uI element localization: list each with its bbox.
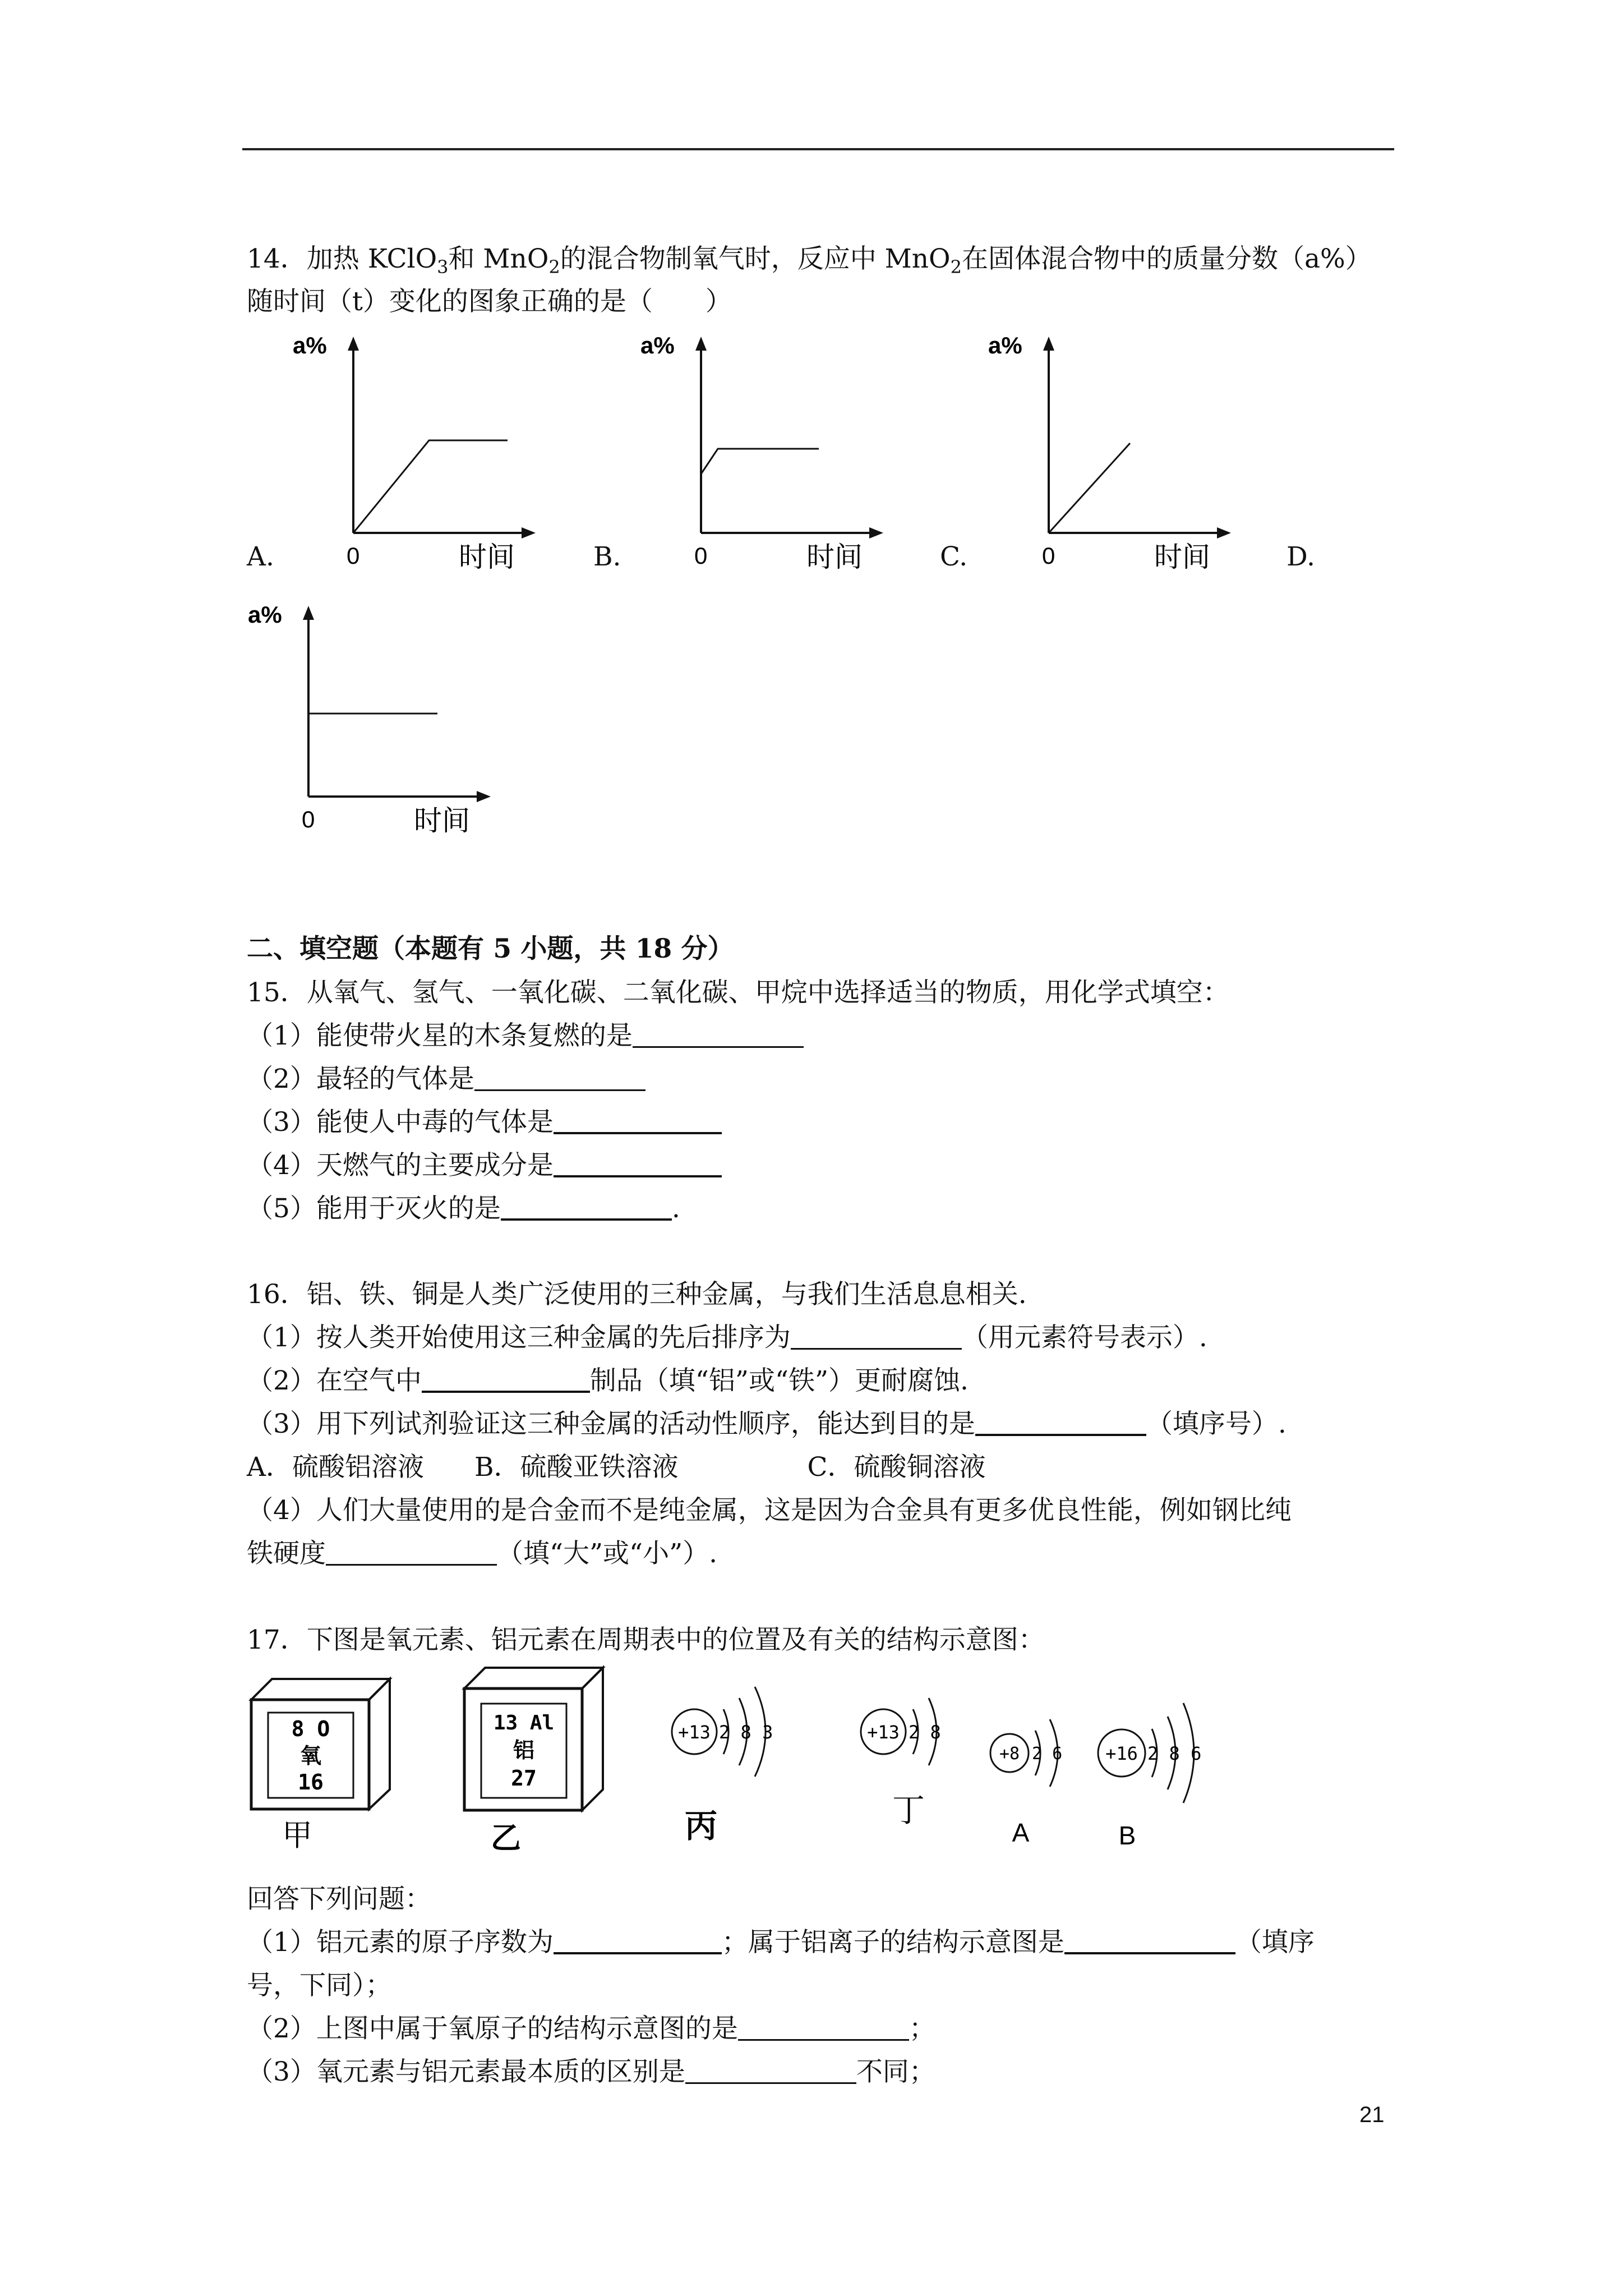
label-a: A <box>1012 1818 1030 1847</box>
label-b: B <box>1118 1821 1136 1850</box>
q14-stem-line1: 14．加热 KClO$_3$和 MnO$_2$的混合物制氧气时，反应中 MnO$_2$在固体混合物中的质量分数（a%） <box>247 243 1372 278</box>
element-box-oxygen <box>247 1674 393 1854</box>
option-d[interactable]: D. <box>1287 541 1315 572</box>
a-nucleus: +8 <box>999 1744 1020 1764</box>
q16-item-1: （1）按人类开始使用这三种金属的先后排序为 （用元素符号表示）. <box>247 1322 1207 1353</box>
q17-item-1-cont: 号，下同）； <box>247 1970 392 2001</box>
graph-a-xlabel: 时间 <box>459 541 515 573</box>
graph-b <box>640 325 897 583</box>
q17-item-1: （1）铝元素的原子序数为 ；属于铝离子的结构示意图是 （填序 <box>247 1927 1315 1958</box>
q16-blank-4[interactable] <box>326 1539 497 1566</box>
q15-blank-1[interactable] <box>633 1022 804 1048</box>
graph-a-ylabel: a% <box>293 332 327 358</box>
aluminum-mass: 27 <box>511 1766 537 1791</box>
oxygen-number-symbol: 8 O <box>291 1717 330 1741</box>
atom-diagram-b <box>1094 1666 1228 1857</box>
a-shells: 2 6 <box>1032 1744 1063 1764</box>
option-c[interactable]: C. <box>940 541 968 572</box>
q16-blank-3[interactable] <box>975 1409 1146 1436</box>
q16-option-b[interactable]: B．硫酸亚铁溶液 <box>474 1452 679 1483</box>
q15-item-5: （5）能用于灭火的是 . <box>247 1193 680 1224</box>
q16-item-4: （4）人们大量使用的是合金而不是纯金属，这是因为合金具有更多优良性能，例如钢比纯 <box>247 1495 1292 1526</box>
oxygen-name: 氧 <box>299 1743 322 1768</box>
q17-blank-4[interactable] <box>685 2058 856 2084</box>
q16-blank-2[interactable] <box>422 1366 590 1393</box>
graph-b-series <box>701 449 819 474</box>
label-jia: 甲 <box>282 1818 312 1853</box>
q16-item-4-cont: 铁硬度 （填“大”或“小”）. <box>247 1538 718 1569</box>
label-yi: 乙 <box>491 1820 521 1856</box>
q15-item-1: （1）能使带火星的木条复燃的是 <box>247 1019 804 1053</box>
q15-blank-4[interactable] <box>554 1151 722 1177</box>
section-title: 二、填空题（本题有 5 小题，共 18 分） <box>247 933 734 964</box>
graph-c-xlabel: 时间 <box>1154 541 1210 573</box>
graph-a-series <box>353 440 508 533</box>
ding-nucleus: +13 <box>867 1722 900 1743</box>
graph-a-origin: 0 <box>347 542 360 569</box>
bing-nucleus: +13 <box>678 1722 711 1743</box>
q15-blank-2[interactable] <box>474 1065 645 1091</box>
q16-stem: 16．铝、铁、铜是人类广泛使用的三种金属，与我们生活息息相关. <box>247 1279 1027 1310</box>
q15-blank-3[interactable] <box>554 1107 722 1134</box>
q15-blank-5[interactable] <box>501 1194 672 1221</box>
option-b[interactable]: B. <box>593 541 621 572</box>
q15-item-4: （4）天燃气的主要成分是 <box>247 1149 722 1182</box>
q15-item-3: （3）能使人中毒的气体是 <box>247 1106 722 1139</box>
aluminum-number-symbol: 13 Al <box>493 1711 555 1734</box>
graph-c-ylabel: a% <box>988 332 1022 358</box>
aluminum-name: 铝 <box>513 1738 535 1763</box>
graph-b-ylabel: a% <box>640 332 675 358</box>
graph-b-xlabel: 时间 <box>806 541 863 573</box>
q17-item-2: （2）上图中属于氧原子的结构示意图的是 ； <box>247 2013 935 2044</box>
graph-d-origin: 0 <box>302 806 315 832</box>
q17-blank-1[interactable] <box>554 1927 722 1954</box>
q17-stem: 17．下图是氧元素、铝元素在周期表中的位置及有关的结构示意图： <box>247 1625 1045 1655</box>
graph-b-origin: 0 <box>694 542 708 569</box>
header-rule <box>242 148 1394 150</box>
q17-blank-3[interactable] <box>738 2014 909 2041</box>
graph-c <box>988 325 1245 583</box>
graph-a <box>293 325 550 583</box>
q16-option-a[interactable]: A．硫酸铝溶液 <box>247 1452 424 1483</box>
q16-option-c[interactable]: C．硫酸铜溶液 <box>807 1452 986 1483</box>
ding-shells: 2 8 <box>909 1722 941 1743</box>
q15-stem: 15．从氧气、氢气、一氧化碳、二氧化碳、甲烷中选择适当的物质，用化学式填空： <box>247 977 1229 1008</box>
graph-d <box>248 595 505 853</box>
atom-diagram-ding <box>858 1674 981 1854</box>
graph-d-ylabel: a% <box>248 601 282 628</box>
graph-d-xlabel: 时间 <box>414 804 470 837</box>
q14-stem-line2: 随时间（t）变化的图象正确的是（ ） <box>247 286 732 317</box>
graph-c-origin: 0 <box>1042 542 1055 569</box>
b-nucleus: +16 <box>1105 1743 1138 1764</box>
q15-item-2: （2）最轻的气体是 <box>247 1062 645 1096</box>
element-box-aluminum <box>460 1663 606 1854</box>
q17-answer-intro: 回答下列问题： <box>247 1884 431 1915</box>
atom-diagram-bing <box>667 1674 813 1854</box>
label-bing: 丙 <box>684 1807 718 1845</box>
b-shells: 2 8 6 <box>1147 1743 1202 1764</box>
atom-diagram-a <box>987 1674 1088 1854</box>
option-a[interactable]: A. <box>247 541 274 572</box>
label-ding: 丁 <box>892 1791 925 1829</box>
q16-item-2: （2）在空气中 制品（填“铝”或“铁”）更耐腐蚀. <box>247 1365 969 1396</box>
graph-c-series <box>1049 443 1130 533</box>
q17-blank-2[interactable] <box>1064 1927 1235 1954</box>
bing-shells: 2 8 3 <box>719 1722 773 1743</box>
q16-options <box>247 1451 985 1484</box>
q17-item-3: （3）氧元素与铝元素最本质的区别是 不同； <box>247 2056 935 2087</box>
page-number: 21 <box>1359 2102 1385 2127</box>
q16-item-3: （3）用下列试剂验证这三种金属的活动性顺序，能达到目的是 （填序号）. <box>247 1409 1287 1439</box>
q16-blank-1[interactable] <box>791 1323 962 1350</box>
oxygen-mass: 16 <box>298 1770 324 1795</box>
